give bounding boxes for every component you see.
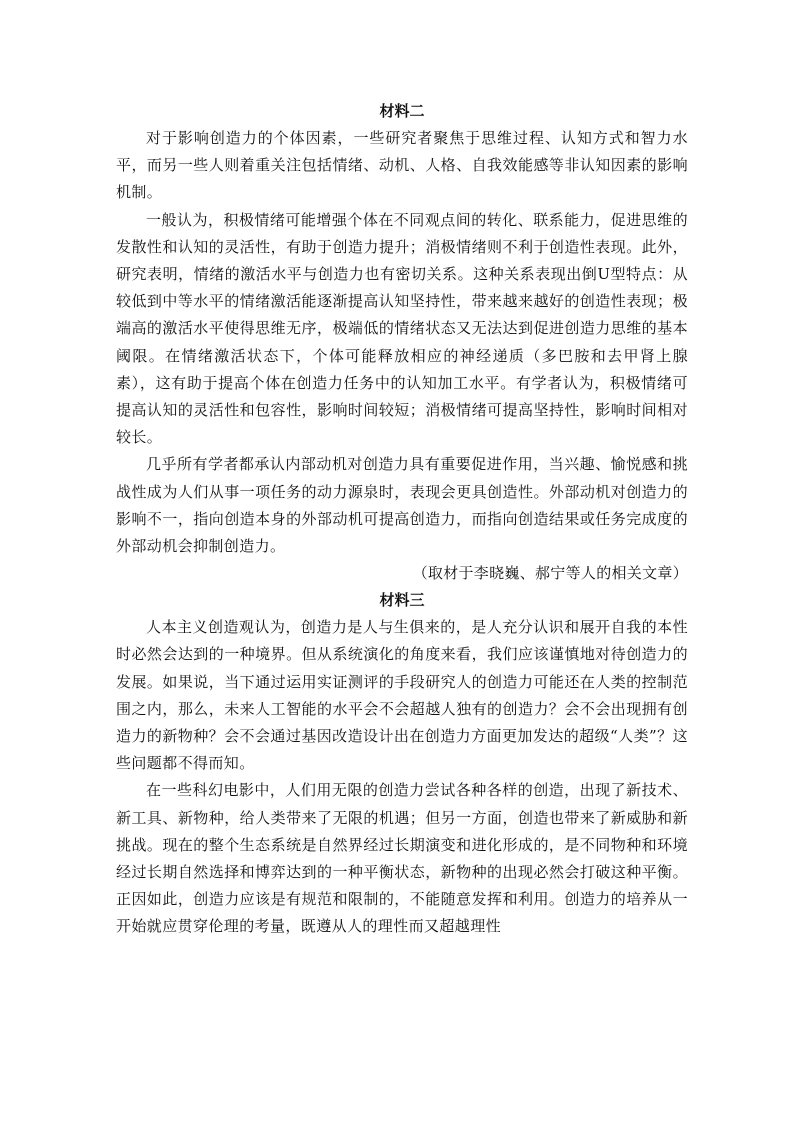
material-2-source: （取材于李晓巍、郝宁等人的相关文章）	[412, 564, 688, 583]
material-3-paragraph-1: 人本主义创造观认为，创造力是人与生俱来的，是人充分认识和展开自我的本性时必然会达到的一种境界。但从系统演化的角度来看，我们应该谨慎地对待创造力的发展。如果说，当下通过运用实证测评的手段研究人的创造力可能还在人类的控制范围之内，那么，未来人工智能的水平会不会超越人独有的创造力？会不会出现拥有创造力的新物种？会不会通过基因改造设计出在创造力方面更加发达的超级“人类”？这些问题都不得而知。	[116, 618, 688, 773]
material-2-heading: 材料二	[379, 102, 425, 120]
material-2-paragraph-1: 对于影响创造力的个体因素，一些研究者聚焦于思维过程、认知方式和智力水平，而另一些人则着重关注包括情绪、动机、人格、自我效能感等非认知因素的影响机制。	[116, 129, 688, 202]
material-2-paragraph-3: 几乎所有学者都承认内部动机对创造力具有重要促进作用，当兴趣、愉悦感和挑战性成为人们从事一项任务的动力源泉时，表现会更具创造性。外部动机对创造力的影响不一，指向创造本身的外部动机可提高创造力，而指向创造结果或任务完成度的外部动机会抑制创造力。	[116, 455, 688, 556]
material-3-paragraph-2: 在一些科幻电影中，人们用无限的创造力尝试各种各样的创造，出现了新技术、新工具、新物种，给人类带来了无限的机遇；但另一方面，创造也带来了新威胁和新挑战。现在的整个生态系统是自然界经过长期演变和进化形成的，是不同物种和环境经过长期自然选择和博弈达到的一种平衡状态，新物种的出现必然会打破这种平衡。正因如此，创造力应该是有规范和限制的，不能随意发挥和利用。创造力的培养从一开始就应贯穿伦理的考量，既遵从人的理性而又超越理性	[116, 781, 688, 936]
document-page	[116, 98, 688, 941]
material-2-paragraph-2: 一般认为，积极情绪可能增强个体在不同观点间的转化、联系能力，促进思维的发散性和认知的灵活性，有助于创造力提升；消极情绪则不利于创造性表现。此外，研究表明，情绪的激活水平与创造力也有密切关系。这种关系表现出倒U型特点：从较低到中等水平的情绪激活能逐渐提高认知坚持性，带来越来越好的创造性表现；极端高的激活水平使得思维无序，极端低的情绪状态又无法达到促进创造力思维的基本阈限。在情绪激活状态下，个体可能释放相应的神经递质（多巴胺和去甲肾上腺素），这有助于提高个体在创造力任务中的认知加工水平。有学者认为，积极情绪可提高认知的灵活性和包容性，影响时间较短；消极情绪可提高坚持性，影响时间相对较长。	[116, 210, 688, 447]
material-3-heading: 材料三	[379, 591, 425, 610]
